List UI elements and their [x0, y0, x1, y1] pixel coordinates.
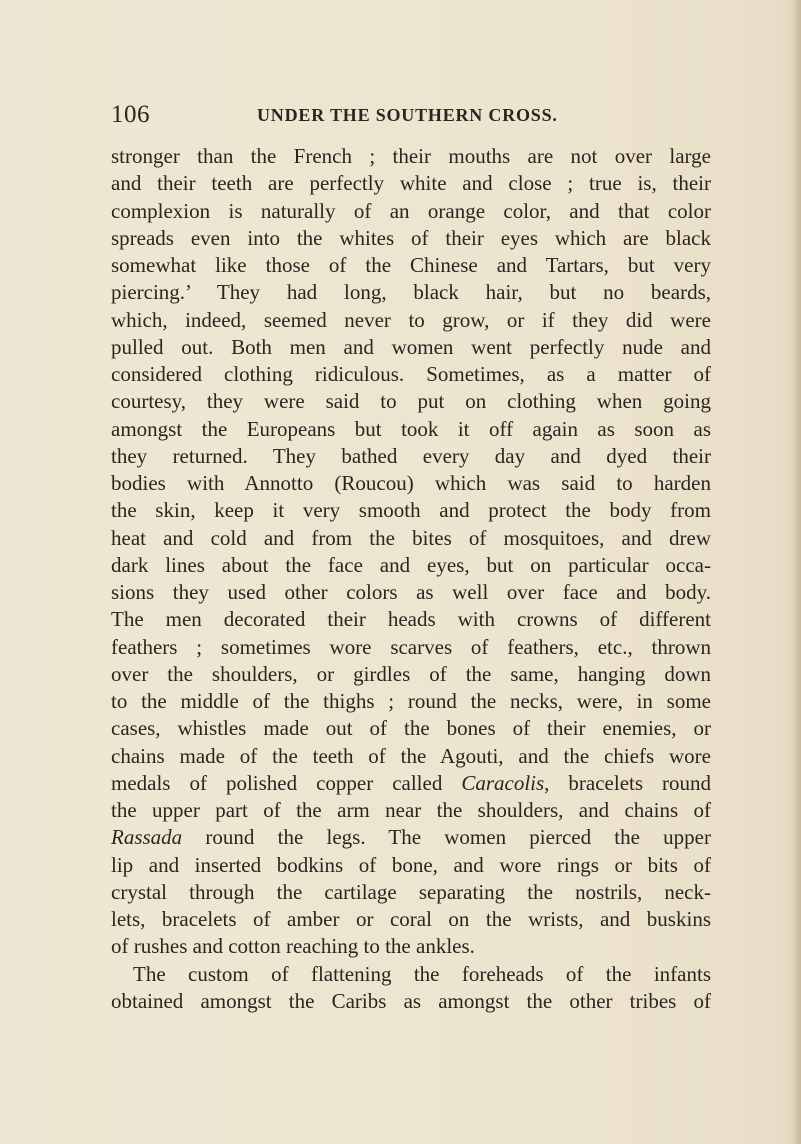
page-number: 106 [111, 101, 150, 128]
page-header [111, 101, 691, 131]
text-line: Rassada round the legs. The women pierced the upper [111, 825, 711, 850]
paragraph-start-line: The custom of flattening the foreheads of the infants [133, 961, 711, 986]
text-line: obtained amongst the Caribs as amongst the other tribes of [111, 988, 711, 1013]
text-line: medals of polished copper called Caracolis, bracelets round [111, 770, 711, 795]
italic-term-caracolis: Caracolis [461, 770, 545, 795]
text-line: the skin, keep it very smooth and protect the body from [111, 498, 711, 523]
text-line: bodies with Annotto (Roucou) which was said to harden [111, 471, 711, 495]
text-line: heat and cold and from the bites of mosquitoes, and drew [111, 525, 711, 550]
text-line: somewhat like those of the Chinese and Tartars, but very [111, 253, 711, 277]
page-edge-shadow [791, 0, 801, 1144]
text-line: crystal through the cartilage separating the nostrils, neck- [111, 879, 711, 904]
running-head: UNDER THE SOUTHERN CROSS. [257, 105, 558, 125]
text-line: over the shoulders, or girdles of the same, hanging down [111, 661, 711, 686]
text-line: to the middle of the thighs ; round the necks, were, in some [111, 689, 711, 713]
text-line: of rushes and cotton reaching to the ankles. [111, 934, 475, 959]
text-line: spreads even into the whites of their eyes which are black [111, 225, 711, 250]
text-line: pulled out. Both men and women went perfectly nude and [111, 334, 711, 359]
text-line: cases, whistles made out of the bones of their enemies, or [111, 716, 711, 741]
text-line: and their teeth are perfectly white and close ; true is, their [111, 171, 711, 196]
text-line: piercing.’ They had long, black hair, but no beards, [111, 280, 711, 305]
text-line: dark lines about the face and eyes, but on particular occa- [111, 552, 711, 577]
text-line: which, indeed, seemed never to grow, or if they did were [111, 307, 711, 332]
text-line: chains made of the teeth of the Agouti, and the chiefs wore [111, 743, 711, 768]
body-text [111, 143, 711, 1015]
text-line: amongst the Europeans but took it off again as soon as [111, 416, 711, 441]
italic-term-rassada: Rassada [111, 825, 183, 850]
text-line: courtesy, they were said to put on clothing when going [111, 389, 711, 414]
text-line: the upper part of the arm near the shoulders, and chains of [111, 798, 711, 822]
text-line: stronger than the French ; their mouths are not over large [111, 144, 711, 168]
text-line: considered clothing ridiculous. Sometimes, as a matter of [111, 362, 711, 386]
text-line: complexion is naturally of an orange color, and that color [111, 198, 711, 223]
text-line: lip and inserted bodkins of bone, and wore rings or bits of [111, 852, 711, 877]
text-line: The men decorated their heads with crowns of different [111, 607, 711, 632]
text-line: they returned. They bathed every day and dyed their [111, 443, 711, 468]
text-line: feathers ; sometimes wore scarves of feathers, etc., thrown [111, 634, 711, 659]
text-line: lets, bracelets of amber or coral on the wrists, and buskins [111, 907, 711, 931]
text-line: sions they used other colors as well over face and body. [111, 580, 711, 604]
